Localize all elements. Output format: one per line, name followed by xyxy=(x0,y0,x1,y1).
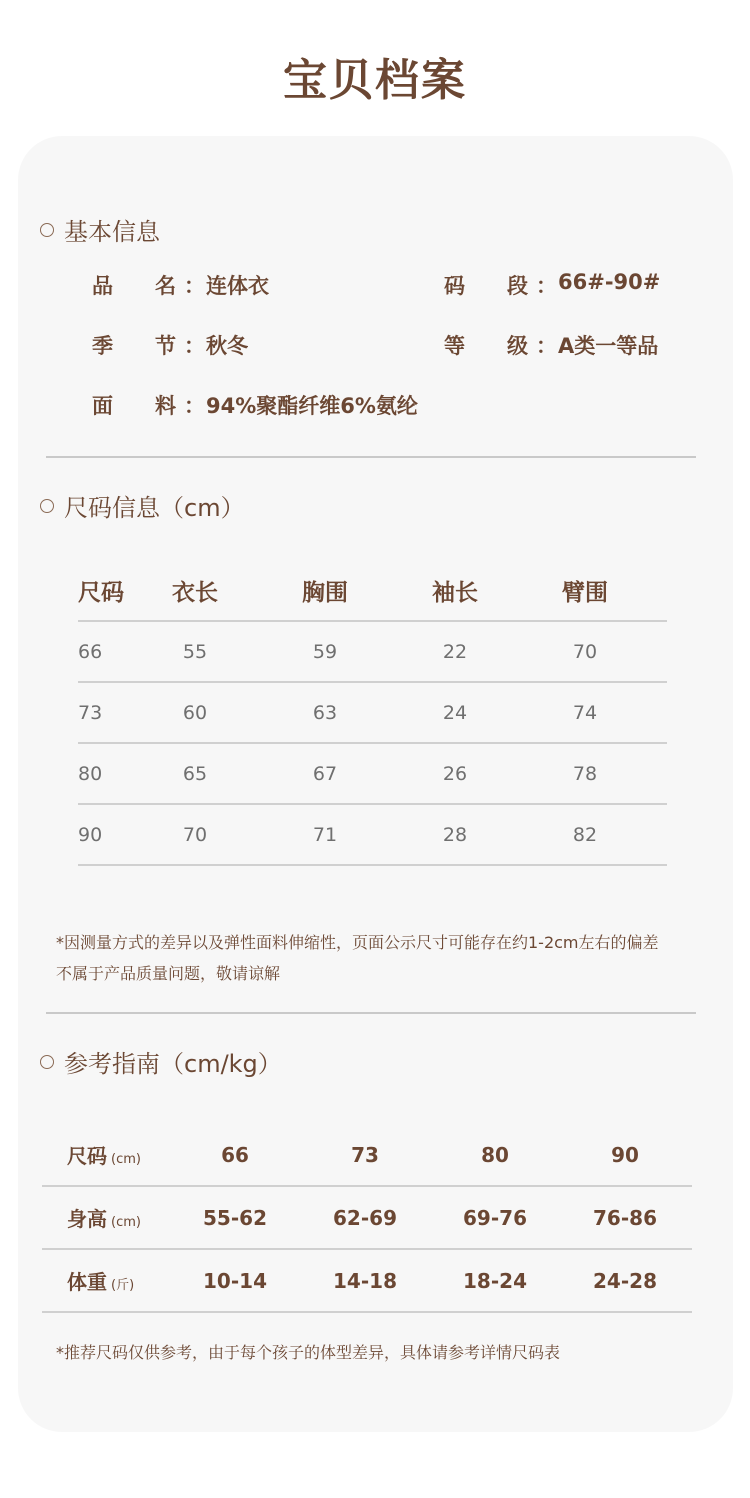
product-name-label: 品 名 xyxy=(92,274,176,298)
basic-info-title: 基本信息 xyxy=(64,218,160,246)
header-length: 衣长 xyxy=(172,579,218,606)
fabric-value: 94%聚酯纤维6%氨纶 xyxy=(206,394,418,418)
row-label xyxy=(42,1266,170,1295)
section-divider xyxy=(46,456,696,458)
header-chest: 胸围 xyxy=(302,579,348,606)
cell: 69-76 xyxy=(463,1205,527,1230)
row-unit: (斤) xyxy=(111,1278,135,1293)
colon: ： xyxy=(536,334,557,358)
cell: 62-69 xyxy=(333,1205,397,1230)
header-size: 尺码 xyxy=(78,579,124,606)
size-info-title: 尺码信息（cm） xyxy=(64,494,245,522)
table-row xyxy=(78,744,667,805)
size-info-heading xyxy=(40,488,245,523)
cell: 63 xyxy=(312,701,338,724)
cell: 24 xyxy=(442,701,468,724)
cell: 90 xyxy=(78,823,103,846)
row-label-text: 身高 xyxy=(67,1207,107,1231)
cell: 73 xyxy=(351,1142,379,1167)
table-row xyxy=(78,805,667,866)
size-range-label: 码 段 xyxy=(444,274,528,298)
grade-value: A类一等品 xyxy=(558,334,659,358)
cell: 55-62 xyxy=(203,1205,267,1230)
colon: ： xyxy=(184,394,205,418)
circle-bullet-icon xyxy=(40,499,54,513)
table-row xyxy=(42,1124,692,1187)
colon: ： xyxy=(536,274,557,298)
cell: 76-86 xyxy=(593,1205,657,1230)
size-table xyxy=(78,560,667,866)
reference-table xyxy=(42,1124,692,1313)
cell: 14-18 xyxy=(333,1268,397,1293)
table-row xyxy=(42,1187,692,1250)
fabric-label: 面 料 xyxy=(92,394,176,418)
size-note-line-1: *因测量方式的差异以及弹性面料伸缩性，页面公示尺寸可能存在约1-2cm左右的偏差 xyxy=(56,933,659,952)
header-arm: 臂围 xyxy=(562,579,608,606)
cell: 10-14 xyxy=(203,1268,267,1293)
cell: 74 xyxy=(572,701,598,724)
header-sleeve: 袖长 xyxy=(432,579,478,606)
size-range-value: 66#-90# xyxy=(558,270,661,294)
cell: 80 xyxy=(481,1142,509,1167)
cell: 66 xyxy=(78,640,103,663)
table-row xyxy=(78,622,667,683)
grade-label: 等 级 xyxy=(444,334,528,358)
cell: 22 xyxy=(442,640,468,663)
cell: 71 xyxy=(312,823,338,846)
size-note-line-2: 不属于产品质量问题，敬请谅解 xyxy=(56,964,281,983)
cell: 70 xyxy=(572,640,598,663)
cell: 66 xyxy=(221,1142,249,1167)
page-title: 宝贝档案 xyxy=(283,55,467,106)
colon: ： xyxy=(184,274,205,298)
cell: 90 xyxy=(611,1142,639,1167)
cell: 59 xyxy=(312,640,338,663)
section-divider xyxy=(46,1012,696,1014)
cell: 65 xyxy=(182,762,208,785)
cell: 24-28 xyxy=(593,1268,657,1293)
size-note xyxy=(56,927,686,989)
row-unit: (cm) xyxy=(111,1215,141,1230)
season-value: 秋冬 xyxy=(206,334,248,358)
reference-heading xyxy=(40,1044,282,1079)
cell: 78 xyxy=(572,762,598,785)
cell: 82 xyxy=(572,823,598,846)
product-name-value: 连体衣 xyxy=(206,274,269,298)
cell: 67 xyxy=(312,762,338,785)
cell: 73 xyxy=(78,701,103,724)
basic-info-heading xyxy=(40,212,160,247)
row-label xyxy=(42,1203,170,1232)
circle-bullet-icon xyxy=(40,223,54,237)
row-label-text: 体重 xyxy=(67,1270,107,1294)
row-unit: (cm) xyxy=(111,1152,141,1167)
row-label xyxy=(42,1140,170,1169)
cell: 80 xyxy=(78,762,103,785)
reference-note: *推荐尺码仅供参考，由于每个孩子的体型差异，具体请参考详情尺码表 xyxy=(56,1343,561,1362)
circle-bullet-icon xyxy=(40,1055,54,1069)
cell: 26 xyxy=(442,762,468,785)
table-row xyxy=(42,1250,692,1313)
cell: 70 xyxy=(182,823,208,846)
reference-title: 参考指南（cm/kg） xyxy=(64,1050,282,1078)
table-row xyxy=(78,683,667,744)
season-label: 季 节 xyxy=(92,334,176,358)
row-label-text: 尺码 xyxy=(67,1144,107,1168)
cell: 60 xyxy=(182,701,208,724)
cell: 55 xyxy=(182,640,208,663)
size-table-header xyxy=(78,560,667,622)
cell: 28 xyxy=(442,823,468,846)
cell: 18-24 xyxy=(463,1268,527,1293)
colon: ： xyxy=(184,334,205,358)
